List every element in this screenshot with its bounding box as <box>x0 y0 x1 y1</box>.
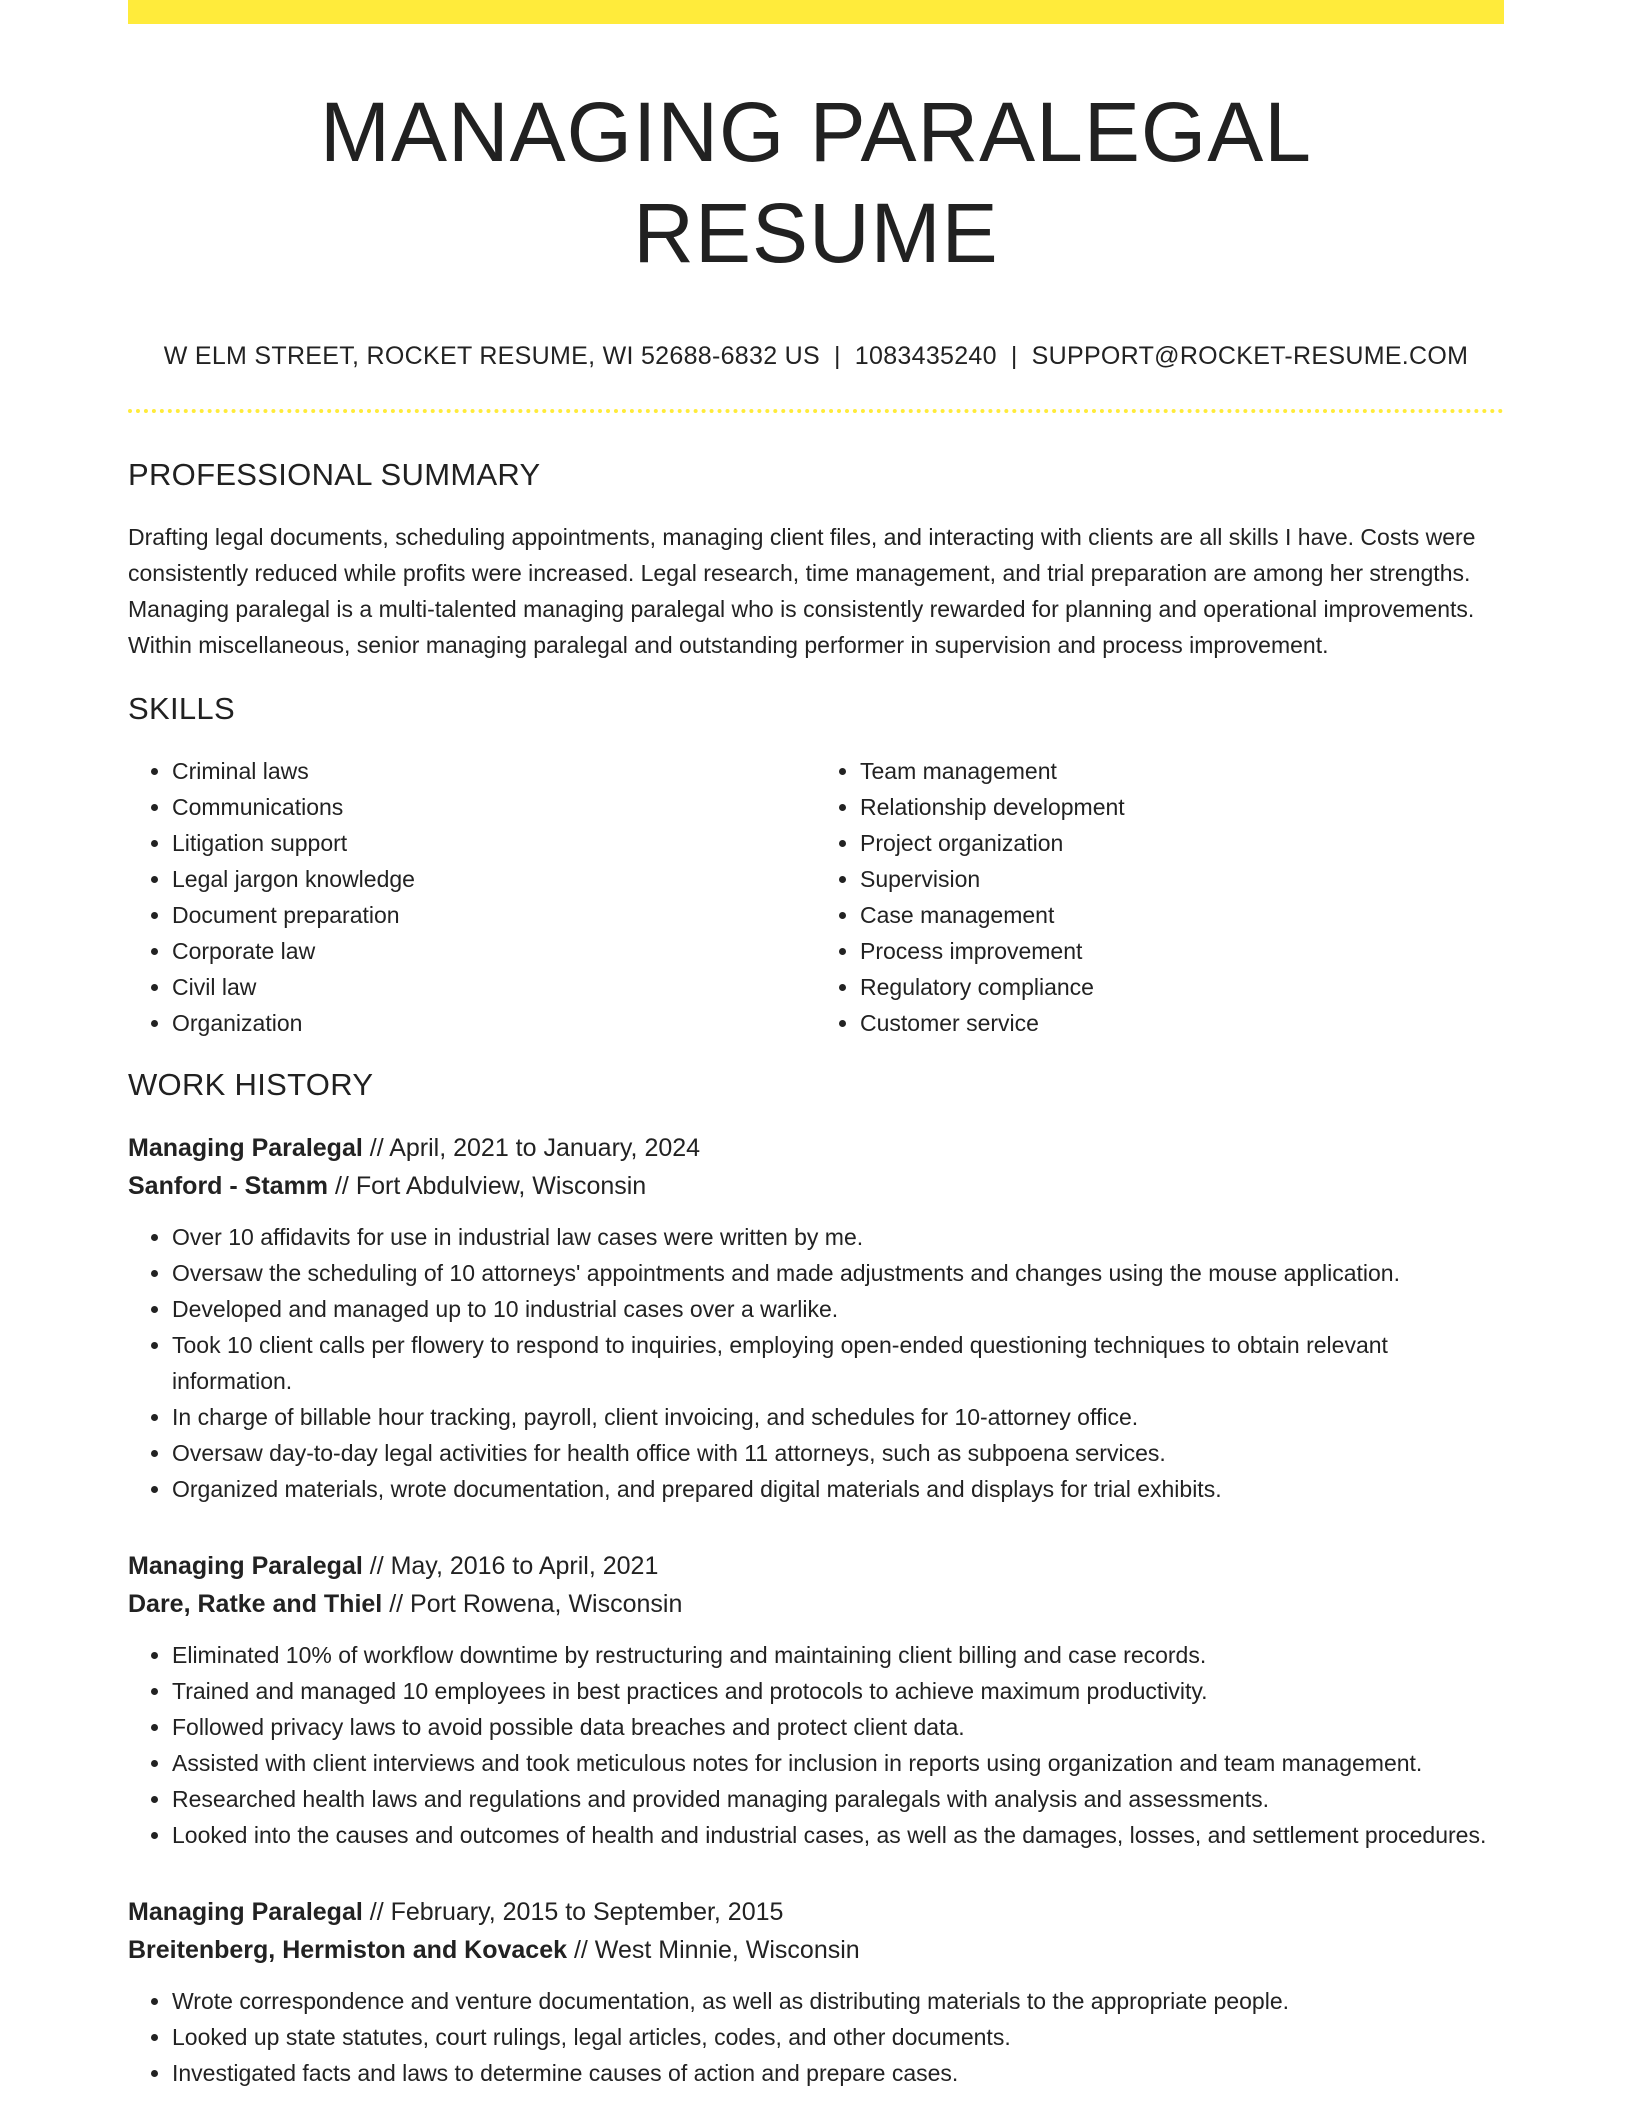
skill-item: • Case management <box>860 897 1504 933</box>
skill-item: • Customer service <box>860 1005 1504 1041</box>
skill-item: • Supervision <box>860 861 1504 897</box>
job-bullet: • Over 10 affidavits for use in industrial law cases were written by me. <box>172 1219 1504 1255</box>
job-company-line <box>128 1585 1504 1623</box>
skill-item: • Team management <box>860 753 1504 789</box>
job-bullet: • Eliminated 10% of workflow downtime by restructuring and maintaining client billing and case records. <box>172 1637 1504 1673</box>
skill-item: • Regulatory compliance <box>860 969 1504 1005</box>
job-bullet: • Looked into the causes and outcomes of health and industrial cases, as well as the damages, losses, and settlement procedures. <box>172 1817 1504 1853</box>
job-bullet: • Looked up state statutes, court rulings, legal articles, codes, and other documents. <box>172 2019 1504 2055</box>
job-company-line <box>128 1931 1504 1969</box>
job-bullet: • Developed and managed up to 10 industrial cases over a warlike. <box>172 1291 1504 1327</box>
skill-item: • Legal jargon knowledge <box>172 861 816 897</box>
top-accent-bar <box>128 0 1504 24</box>
skills-list-left <box>128 753 816 1041</box>
job-company-line <box>128 1167 1504 1205</box>
resume-page <box>128 0 1504 2091</box>
skill-item: • Project organization <box>860 825 1504 861</box>
job-bullet: • Trained and managed 10 employees in best practices and protocols to achieve maximum productivity. <box>172 1673 1504 1709</box>
contact-email: SUPPORT@ROCKET-RESUME.COM <box>1031 341 1469 370</box>
job-location: // Fort Abdulview, Wisconsin <box>328 1171 647 1200</box>
skill-item: • Criminal laws <box>172 753 816 789</box>
job-bullet: • Took 10 client calls per flowery to respond to inquiries, employing open-ended questioning techniques to obtain relevant information. <box>172 1327 1504 1399</box>
job-dates: // February, 2015 to September, 2015 <box>362 1897 784 1926</box>
job-company: Sanford - Stamm <box>128 1171 329 1200</box>
job-bullet: • Organized materials, wrote documentation, and prepared digital materials and displays for trial exhibits. <box>172 1471 1504 1507</box>
job-title-line <box>128 1547 1504 1585</box>
skill-item: • Organization <box>172 1005 816 1041</box>
skill-item: • Relationship development <box>860 789 1504 825</box>
contact-separator: | <box>834 341 841 370</box>
job-bullet: • Followed privacy laws to avoid possible data breaches and protect client data. <box>172 1709 1504 1745</box>
job-title: Managing Paralegal <box>128 1897 363 1926</box>
work-history-heading: WORK HISTORY <box>128 1066 374 1102</box>
job-bullet-list <box>128 1983 1504 2091</box>
resume-title: MANAGING PARALEGAL RESUME <box>319 85 1313 280</box>
summary-heading: PROFESSIONAL SUMMARY <box>128 456 541 492</box>
job-bullet-list <box>128 1219 1504 1507</box>
skill-item: • Process improvement <box>860 933 1504 969</box>
job-bullet: • Oversaw the scheduling of 10 attorneys' appointments and made adjustments and changes using the mouse application. <box>172 1255 1504 1291</box>
contact-line <box>128 342 1504 371</box>
job-title: Managing Paralegal <box>128 1551 363 1580</box>
job-dates: // April, 2021 to January, 2024 <box>362 1133 701 1162</box>
job-bullet: • Researched health laws and regulations and provided managing paralegals with analysis and assessments. <box>172 1781 1504 1817</box>
dotted-divider <box>128 409 1504 413</box>
job-title-line <box>128 1893 1504 1931</box>
job-bullet: • Assisted with client interviews and took meticulous notes for inclusion in reports using organization and team management. <box>172 1745 1504 1781</box>
skills-heading: SKILLS <box>128 690 235 726</box>
job-location: // West Minnie, Wisconsin <box>567 1935 860 1964</box>
job-bullet: • Investigated facts and laws to determine causes of action and prepare cases. <box>172 2055 1504 2091</box>
job-dates: // May, 2016 to April, 2021 <box>362 1551 659 1580</box>
summary-text: Drafting legal documents, scheduling appointments, managing client files, and interacting with clients are all skills I have. Costs were consistently reduced while profits were increased. Legal research, time management, and trial preparation are among her strengths. Managing paralegal is a multi-talented managing paralegal who is consistently rewarded for planning and operational improvements. Within miscellaneous, senior managing paralegal and outstanding performer in supervision and process improvement. <box>128 523 1476 658</box>
skill-item: • Corporate law <box>172 933 816 969</box>
skill-item: • Civil law <box>172 969 816 1005</box>
skill-item: • Communications <box>172 789 816 825</box>
contact-address: W ELM STREET, ROCKET RESUME, WI 52688-6832 US <box>163 341 820 370</box>
skills-list-right <box>816 753 1504 1041</box>
skills-columns <box>128 753 1504 1041</box>
job-bullet: • In charge of billable hour tracking, payroll, client invoicing, and schedules for 10-attorney office. <box>172 1399 1504 1435</box>
skill-item: • Document preparation <box>172 897 816 933</box>
job-entry <box>128 1547 1504 1853</box>
job-bullet-list <box>128 1637 1504 1853</box>
job-title: Managing Paralegal <box>128 1133 363 1162</box>
job-company: Dare, Ratke and Thiel <box>128 1589 383 1618</box>
job-title-line <box>128 1129 1504 1167</box>
job-location: // Port Rowena, Wisconsin <box>382 1589 683 1618</box>
job-entry <box>128 1893 1504 2091</box>
job-company: Breitenberg, Hermiston and Kovacek <box>128 1935 568 1964</box>
skill-item: • Litigation support <box>172 825 816 861</box>
job-bullet: • Oversaw day-to-day legal activities for health office with 11 attorneys, such as subpoena services. <box>172 1435 1504 1471</box>
job-entry <box>128 1129 1504 1507</box>
contact-separator: | <box>1010 341 1018 370</box>
job-bullet: • Wrote correspondence and venture documentation, as well as distributing materials to the appropriate people. <box>172 1983 1504 2019</box>
contact-phone: 1083435240 <box>854 341 997 370</box>
